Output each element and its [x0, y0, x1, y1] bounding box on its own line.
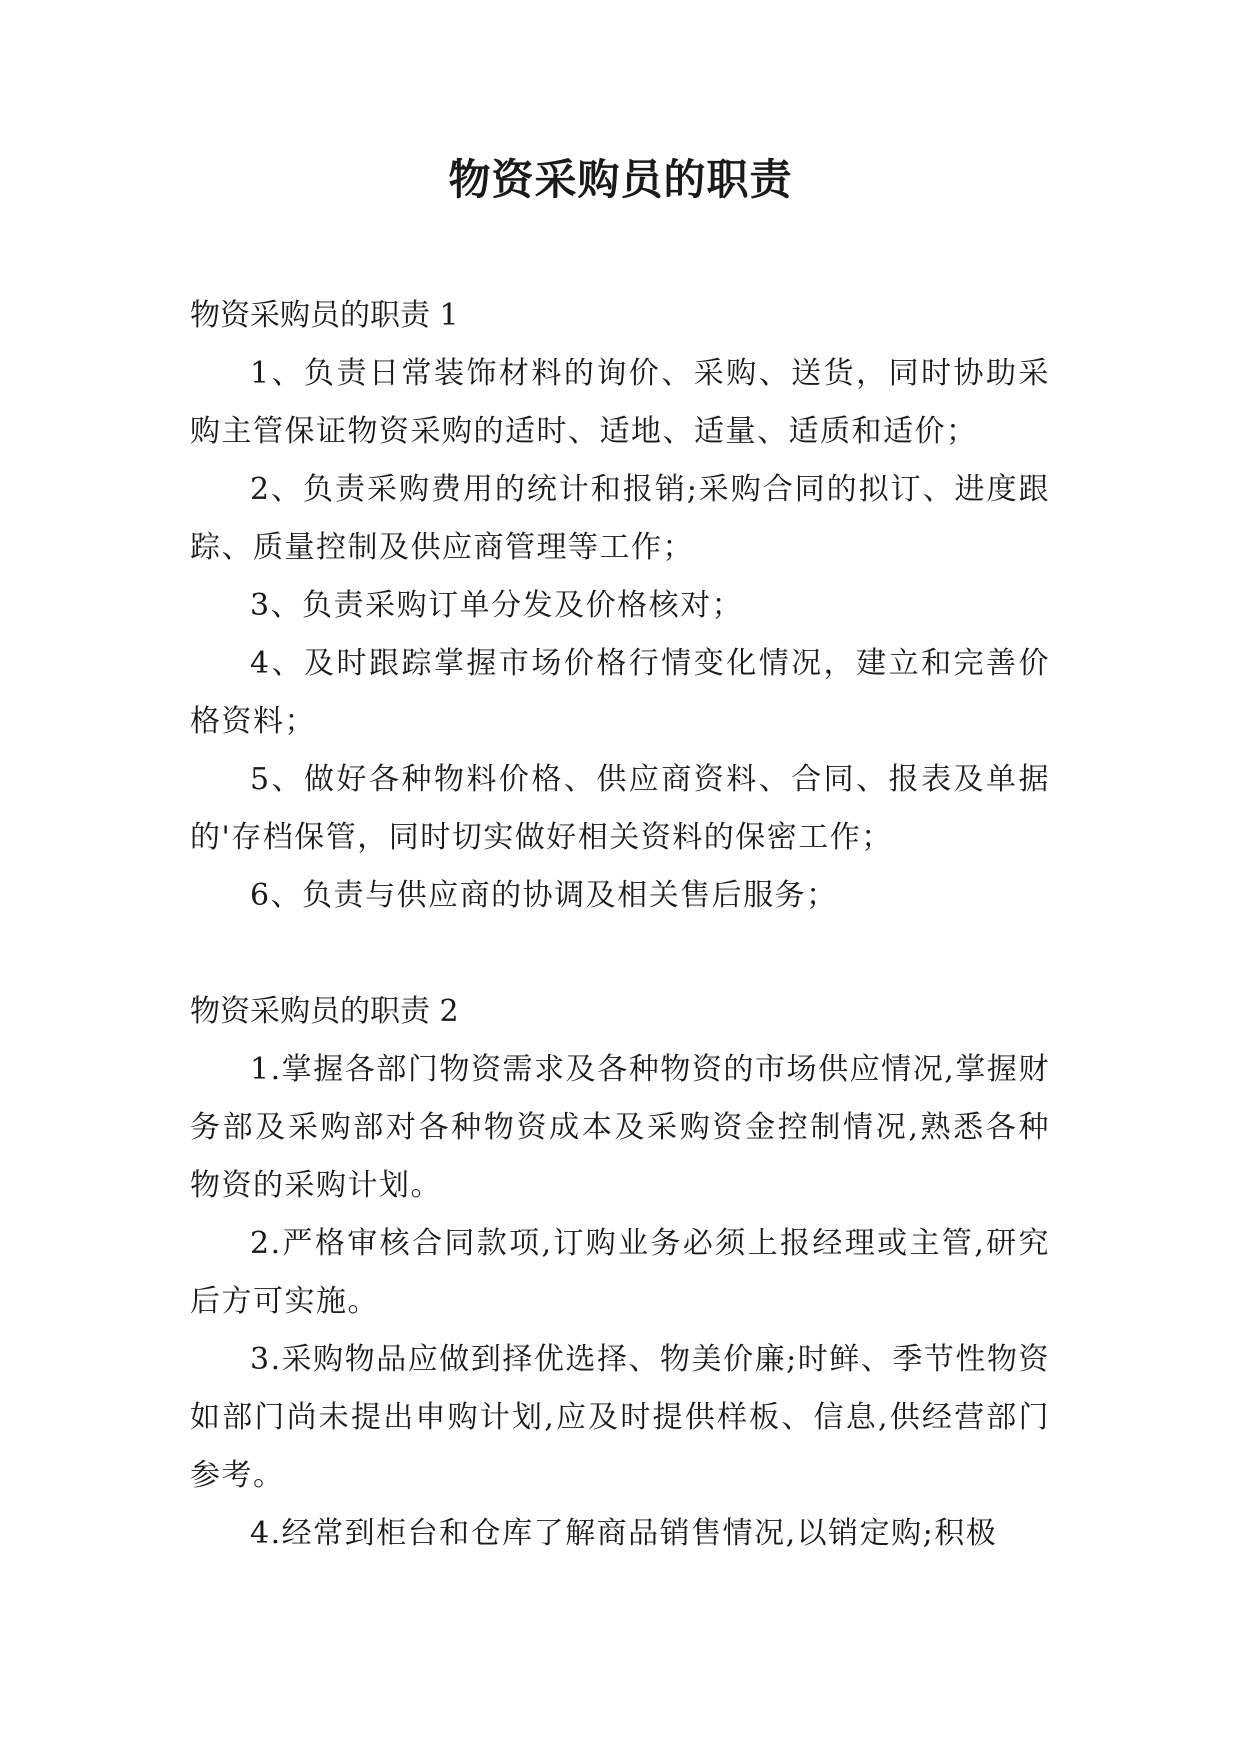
section-heading: 物资采购员的职责 2: [190, 994, 459, 1029]
document-title: 物资采购员的职责: [448, 155, 793, 204]
section-duties-1: [190, 287, 1050, 925]
section-heading: 物资采购员的职责 1: [190, 298, 459, 333]
document-body: [190, 287, 1050, 1563]
paragraph: 1、负责日常装饰材料的询价、采购、送货，同时协助采购主管保证物资采购的适时、适地、适量、适质和适价；: [190, 356, 1050, 449]
paragraph: 2.严格审核合同款项,订购业务必须上报经理或主管,研究后方可实施。: [190, 1226, 1050, 1319]
paragraph: 3、负责采购订单分发及价格核对；: [250, 588, 744, 623]
paragraph: 4.经常到柜台和仓库了解商品销售情况,以销定购;积极: [250, 1516, 998, 1551]
paragraph: 6、负责与供应商的协调及相关售后服务；: [250, 878, 838, 913]
section-duties-2: [190, 983, 1050, 1563]
paragraph: 5、做好各种物料价格、供应商资料、合同、报表及单据的'存档保管，同时切实做好相关资料的保密工作；: [190, 762, 1050, 855]
paragraph: 1.掌握各部门物资需求及各种物资的市场供应情况,掌握财务部及采购部对各种物资成本及采购资金控制情况,熟悉各种物资的采购计划。: [190, 1052, 1050, 1203]
paragraph: 3.采购物品应做到择优选择、物美价廉;时鲜、季节性物资如部门尚未提出申购计划,应及时提供样板、信息,供经营部门参考。: [190, 1342, 1050, 1493]
paragraph: 4、及时跟踪掌握市场价格行情变化情况，建立和完善价格资料；: [190, 646, 1050, 739]
paragraph: 2、负责采购费用的统计和报销;采购合同的拟订、进度跟踪、质量控制及供应商管理等工作；: [190, 472, 1050, 565]
